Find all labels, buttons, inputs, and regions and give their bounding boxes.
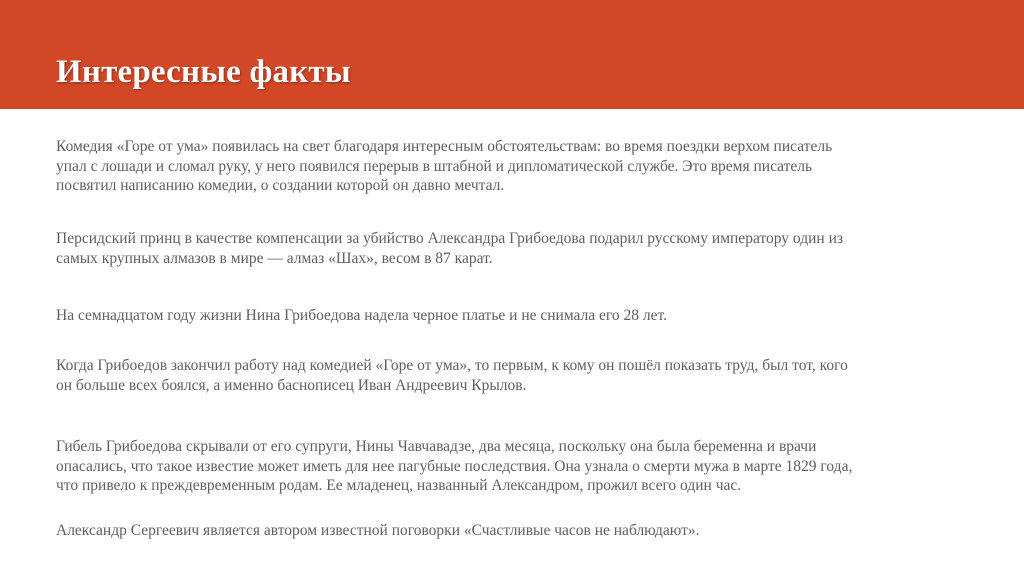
fact-paragraph-2 bbox=[56, 229, 956, 268]
title-band bbox=[0, 0, 1024, 109]
fact-paragraph-3 bbox=[56, 306, 956, 326]
fact-paragraph-6 bbox=[56, 521, 956, 541]
fact-line: упал с лошади и сломал руку, у него появился перерыв в штабной и дипломатической службе. Это время писатель bbox=[56, 157, 813, 175]
slide-title: Интересные факты bbox=[56, 54, 351, 90]
fact-line: Гибель Грибоедова скрывали от его супруги, Нины Чавчавадзе, два месяца, поскольку она была беременна и врачи bbox=[56, 438, 817, 455]
fact-line: Когда Грибоедов закончил работу над комедией «Горе от ума», то первым, к кому он пошёл показать труд, был тот, кого bbox=[56, 357, 848, 374]
fact-paragraph-4 bbox=[56, 356, 956, 395]
fact-line: Александр Сергеевич является автором известной поговорки «Счастливые часов не наблюдают». bbox=[56, 522, 700, 539]
fact-line: что привело к преждевременным родам. Ее младенец, названный Александром, прожил всего один час. bbox=[56, 477, 742, 494]
fact-line: посвятил написанию комедии, о создании которой он давно мечтал. bbox=[56, 177, 505, 194]
fact-paragraph-1 bbox=[56, 137, 956, 196]
fact-line: Комедия «Горе от ума» появилась на свет благодаря интересным обстоятельствам: во время поездки верхом писатель bbox=[56, 138, 833, 155]
fact-line: самых крупных алмазов в мире — алмаз «Шах», весом в 87 карат. bbox=[56, 249, 493, 267]
fact-line: На семнадцатом году жизни Нина Грибоедова надела черное платье и не снимала его 28 лет. bbox=[56, 307, 667, 324]
fact-line: опасались, что такое известие может иметь для нее пагубные последствия. Она узнала о смерти мужа в марте 1829 года, bbox=[56, 457, 853, 475]
fact-line: Персидский принц в качестве компенсации за убийство Александра Грибоедова подарил русскому императору один из bbox=[56, 230, 843, 247]
fact-paragraph-5 bbox=[56, 437, 956, 496]
fact-line: он больше всех боялся, а именно баснописец Иван Андреевич Крылов. bbox=[56, 376, 527, 394]
